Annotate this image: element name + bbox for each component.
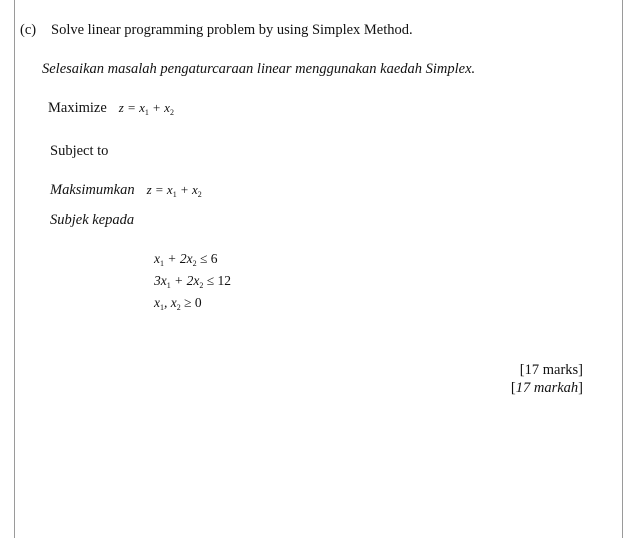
marks-english: [17 marks] [519, 362, 583, 378]
objective-function: $z = x_1 + x_2$ [118, 100, 174, 117]
objective-malay [50, 181, 202, 199]
constraint-nonnegativity: $x_1$, $x_2 \ge 0$ [154, 295, 202, 312]
page-left-border [14, 0, 15, 538]
constraint-2: $3x_1 + 2x_2 \le 12$ [154, 273, 232, 290]
constraint-1: $x_1 + 2x_2 \le 6$ [154, 251, 218, 268]
maximize-label: Maximize [48, 100, 107, 116]
subject-to-malay: Subjek kepada [50, 212, 135, 228]
maximize-label-malay: Maksimumkan [50, 182, 135, 198]
question-text-english: Solve linear programming problem by using Simplex Method. [51, 22, 413, 38]
subject-to-english: Subject to [50, 143, 109, 159]
page-right-border [622, 0, 623, 538]
objective-english [48, 99, 174, 117]
question-text-malay: Selesaikan masalah pengaturcaraan linear menggunakan kaedah Simplex. [42, 61, 476, 77]
question-label: (c) [20, 22, 37, 38]
marks-malay: [17 markah] [510, 380, 583, 396]
objective-function-malay: $z = x_1 + x_2$ [146, 182, 202, 199]
